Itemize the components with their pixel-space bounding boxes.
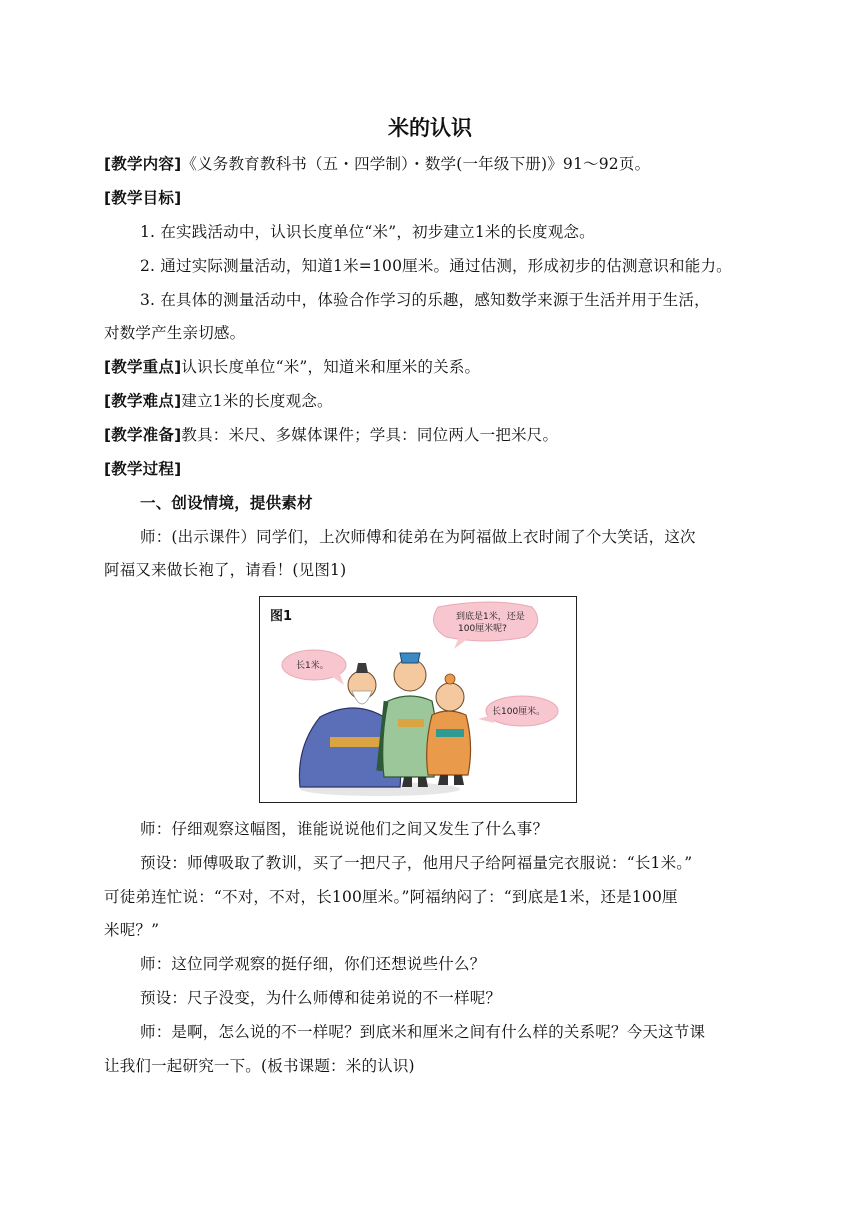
paragraph-line: 米呢？”: [104, 921, 160, 939]
goal-item: 1. 在实践活动中，认识长度单位“米”，初步建立1米的长度观念。: [140, 223, 595, 241]
paragraph-line: 阿福又来做长袍了，请看！(见图1): [104, 561, 347, 579]
paragraph-line: 师：是啊，怎么说的不一样呢？到底米和厘米之间有什么样的关系呢？今天这节课: [140, 1023, 706, 1041]
bubble-top-line1: 到底是1米，还是: [456, 612, 525, 622]
section-heading: 一、创设情境，提供素材: [140, 494, 313, 512]
paragraph-line: 预设：尺子没变，为什么师傅和徒弟说的不一样呢？: [140, 989, 502, 1007]
process-heading: [教学过程]: [104, 460, 182, 478]
figure-1: [259, 596, 577, 803]
difficulty-tag: [教学难点]: [104, 392, 182, 410]
difficulty-line: [104, 390, 764, 412]
goal-item-continuation: 对数学产生亲切感。: [104, 324, 246, 342]
goal-item: 3. 在具体的测量活动中，体验合作学习的乐趣，感知数学来源于生活并用于生活，: [140, 291, 710, 309]
goals-heading: [教学目标]: [104, 189, 182, 207]
figure-illustration: [260, 597, 577, 803]
bubble-top-line2: 100厘米呢?: [458, 624, 507, 634]
bubble-right: 长100厘米。: [492, 707, 546, 717]
key-point-line: [104, 356, 764, 378]
page-title: 米的认识: [388, 116, 472, 140]
key-point-text: 认识长度单位“米”，知道米和厘米的关系。: [181, 358, 481, 376]
content-text: 《义务教育教科书（五・四学制）・数学(一年级下册)》91～92页。: [181, 155, 651, 173]
preparation-line: [104, 424, 764, 446]
preparation-tag: [教学准备]: [104, 426, 182, 444]
bubble-left: 长1米。: [296, 661, 329, 671]
paragraph-line: 可徒弟连忙说：“不对，不对，长100厘米。”阿福纳闷了：“到底是1米，还是100厘: [104, 888, 678, 906]
paragraph-line: 预设：师傅吸取了教训，买了一把尺子，他用尺子给阿福量完衣服说：“长1米。”: [140, 854, 693, 872]
key-point-tag: [教学重点]: [104, 358, 182, 376]
paragraph-line: 让我们一起研究一下。(板书课题：米的认识): [104, 1057, 415, 1075]
paragraph-line: 师：仔细观察这幅图，谁能说说他们之间又发生了什么事？: [140, 820, 549, 838]
content-tag: [教学内容]: [104, 155, 182, 173]
paragraph-line: 师：(出示课件）同学们，上次师傅和徒弟在为阿福做上衣时闹了个大笑话，这次: [140, 528, 696, 546]
preparation-text: 教具：米尺、多媒体课件；学具：同位两人一把米尺。: [181, 426, 559, 444]
difficulty-text: 建立1米的长度观念。: [181, 392, 333, 410]
goal-item: 2. 通过实际测量活动，知道1米=100厘米。通过估测，形成初步的估测意识和能力。: [140, 257, 732, 275]
figure-label: 图1: [270, 609, 293, 624]
content-line: [104, 153, 764, 175]
paragraph-line: 师：这位同学观察的挺仔细，你们还想说些什么？: [140, 955, 486, 973]
